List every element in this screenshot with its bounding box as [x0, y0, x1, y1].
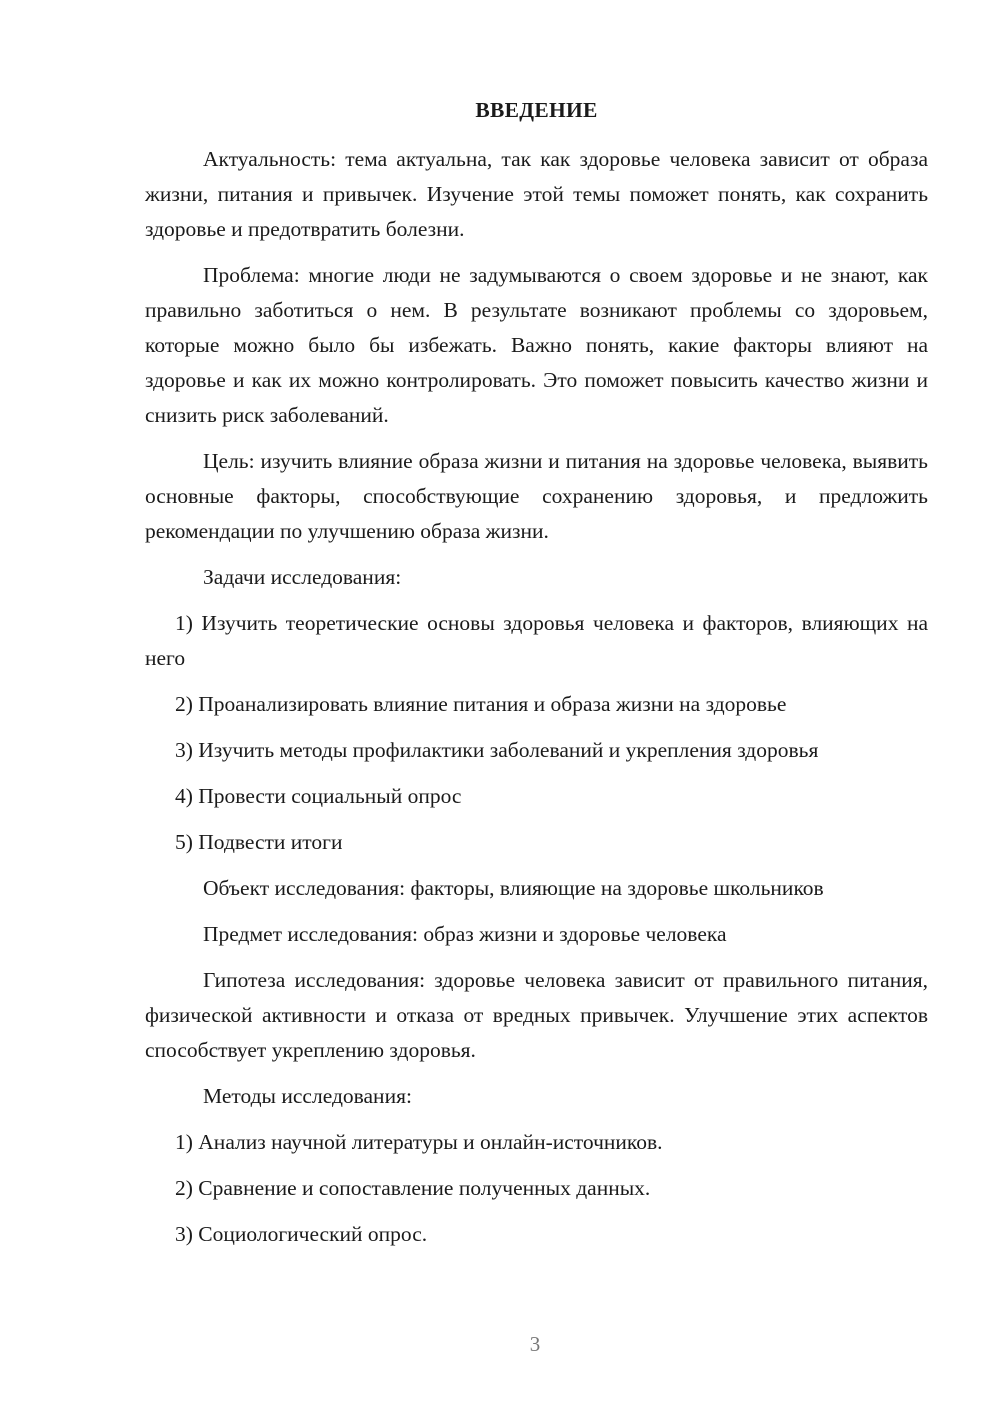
section-title: ВВЕДЕНИЕ: [475, 98, 598, 122]
document-page: [145, 92, 928, 1263]
tasks-heading: Задачи исследования:: [203, 565, 402, 589]
relevance-paragraph: Актуальность: тема актуальна, так как здоровье человека зависит от образа жизни, питания и привычек. Изучение этой темы поможет понять, как сохранить здоровье и предотвратить болезни.: [145, 147, 928, 241]
method-item-3: 3) Социологический опрос.: [175, 1222, 428, 1246]
task-item-4: 4) Провести социальный опрос: [175, 784, 462, 808]
problem-paragraph: Проблема: многие люди не задумываются о своем здоровье и не знают, как правильно заботиться о нем. В результате возникают проблемы со здоровьем, которые можно было бы избежать. Важно понять, какие факторы влияют на здоровье и как их можно контролировать. Это поможет повысить качество жизни и снизить риск заболеваний.: [145, 263, 928, 427]
task-item-3: 3) Изучить методы профилактики заболеваний и укрепления здоровья: [175, 738, 819, 762]
task-item-2: 2) Проанализировать влияние питания и образа жизни на здоровье: [175, 692, 787, 716]
page-number: 3: [529, 1332, 541, 1356]
hypothesis-paragraph: Гипотеза исследования: здоровье человека зависит от правильного питания, физической активности и отказа от вредных привычек. Улучшение этих аспектов способствует укреплению здоровья.: [145, 968, 928, 1062]
task-item-1: 1) Изучить теоретические основы здоровья человека и факторов, влияющих на него: [145, 611, 928, 670]
goal-paragraph: Цель: изучить влияние образа жизни и питания на здоровье человека, выявить основные факторы, способствующие сохранению здоровья, и предложить рекомендации по улучшению образа жизни.: [145, 449, 928, 543]
method-item-2: 2) Сравнение и сопоставление полученных данных.: [175, 1176, 651, 1200]
task-item-5: 5) Подвести итоги: [175, 830, 343, 854]
subject-paragraph: Предмет исследования: образ жизни и здоровье человека: [203, 922, 727, 946]
methods-heading: Методы исследования:: [203, 1084, 412, 1108]
method-item-1: 1) Анализ научной литературы и онлайн-источников.: [175, 1130, 663, 1154]
object-paragraph: Объект исследования: факторы, влияющие на здоровье школьников: [203, 876, 824, 900]
